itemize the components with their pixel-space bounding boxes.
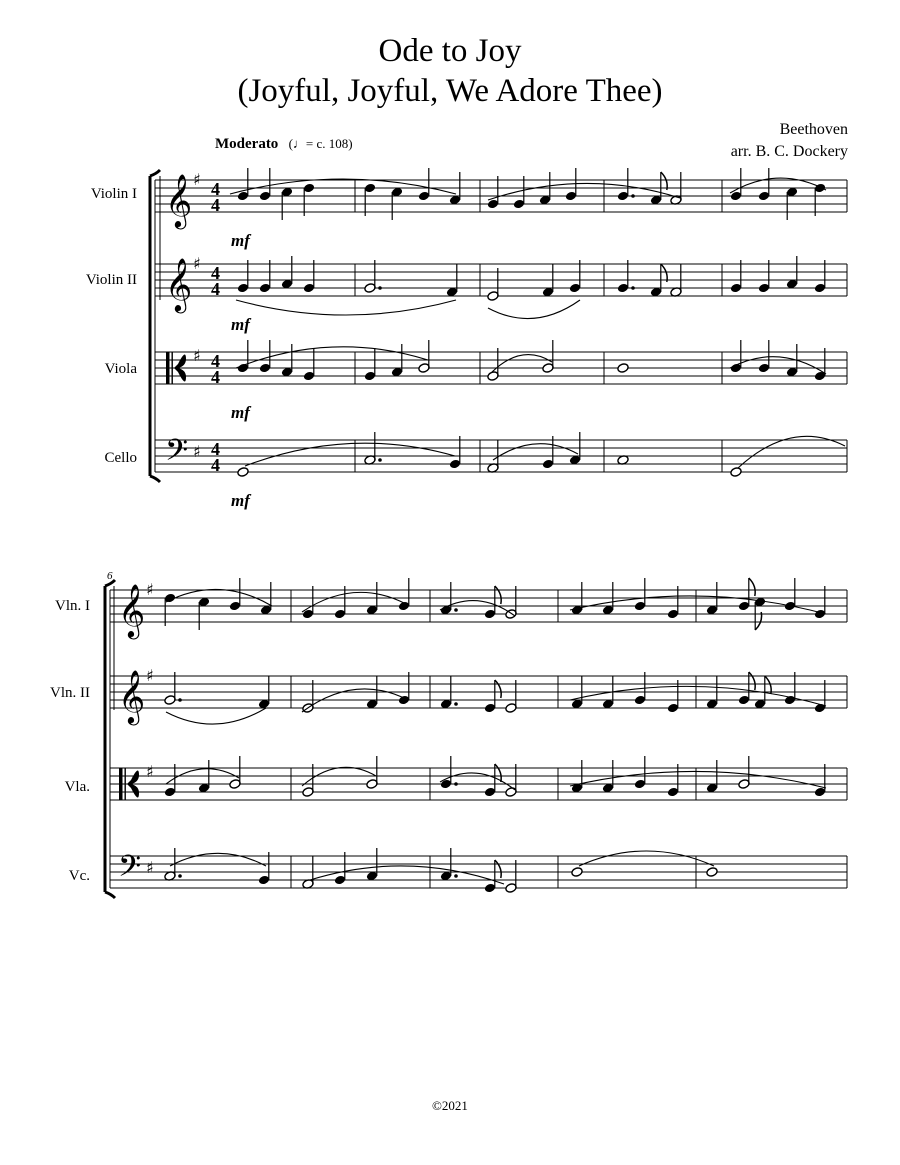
measure-number: 6 [107, 570, 113, 582]
bass-clef-icon: 𝄢 [118, 850, 142, 891]
time-signature-denominator: 4 [211, 279, 220, 299]
sharp-icon: ♯ [193, 254, 201, 273]
time-signature-numerator: 4 [211, 179, 220, 199]
note-dot [454, 782, 458, 786]
time-signature-numerator: 4 [211, 351, 220, 371]
instrument-label: Viola [104, 361, 137, 377]
instrument-label: Violin I [90, 186, 137, 202]
note-flag [749, 578, 755, 596]
slur [230, 179, 456, 194]
instrument-label: Vln. I [55, 598, 90, 614]
time-signature-numerator: 4 [211, 439, 220, 459]
bass-clef-icon: 𝄢 [165, 434, 189, 475]
sharp-icon: ♯ [193, 442, 201, 461]
note-flag [765, 676, 771, 694]
note-flag [495, 680, 501, 698]
treble-clef-icon: 𝄞 [165, 257, 193, 311]
title-line-2: (Joyful, Joyful, We Adore Thee) [237, 73, 663, 109]
note-flag [661, 264, 667, 282]
composer-name: Beethoven [779, 121, 848, 138]
note-dot [178, 874, 182, 878]
note-flag [495, 860, 501, 878]
note-flag [749, 672, 755, 690]
note-dot [378, 458, 382, 462]
slur [493, 444, 578, 460]
instrument-label: Vln. II [50, 685, 90, 701]
metronome-value: = c. 108 [305, 136, 349, 151]
slur [730, 357, 826, 374]
arranger-name: arr. B. C. Dockery [730, 143, 848, 160]
tempo-marking: Moderato (♩= c. 108) [215, 136, 353, 152]
dynamic-mf: mf [231, 403, 250, 422]
notehead [571, 867, 583, 878]
time-signature-denominator: 4 [211, 367, 220, 387]
note-flag [661, 172, 667, 190]
treble-clef-icon: 𝄞 [118, 669, 146, 723]
note-dot [378, 286, 382, 290]
slur [236, 300, 456, 315]
slur [245, 443, 455, 466]
notehead [730, 467, 742, 478]
sharp-icon: ♯ [146, 762, 154, 781]
slur [488, 183, 680, 200]
treble-clef-icon: 𝄞 [165, 173, 193, 227]
slur [738, 436, 845, 468]
metronome-note-icon: ♩ [292, 136, 306, 151]
sharp-icon: ♯ [146, 580, 154, 599]
sharp-icon: ♯ [193, 346, 201, 365]
sharp-icon: ♯ [146, 666, 154, 685]
dynamic-mf: mf [231, 491, 250, 510]
notehead [617, 363, 629, 374]
notehead [237, 467, 249, 478]
instrument-label: Violin II [85, 272, 137, 288]
note-flag [495, 586, 501, 604]
time-signature-numerator: 4 [211, 263, 220, 283]
slur [488, 300, 580, 319]
sharp-icon: ♯ [146, 858, 154, 877]
instrument-label: Vc. [68, 868, 90, 884]
treble-clef-icon: 𝄞 [118, 583, 146, 637]
tempo-text: Moderato [215, 136, 279, 152]
notehead [706, 867, 718, 878]
dynamic-mf: mf [231, 231, 250, 250]
system-2 [50, 570, 847, 898]
slur [166, 708, 266, 724]
time-signature-denominator: 4 [211, 195, 220, 215]
copyright-notice: ©2021 [432, 1098, 468, 1113]
slur [302, 592, 406, 612]
note-dot [178, 698, 182, 702]
sharp-icon: ♯ [193, 170, 201, 189]
title-line-1: Ode to Joy [378, 33, 522, 69]
note-dot [454, 702, 458, 706]
note-dot [454, 608, 458, 612]
system-1 [86, 168, 847, 510]
note-dot [631, 194, 635, 198]
instrument-label: Vla. [64, 779, 90, 795]
note-dot [454, 874, 458, 878]
instrument-label: Cello [104, 450, 137, 466]
dynamic-mf: mf [231, 315, 250, 334]
note-dot [631, 286, 635, 290]
time-signature-denominator: 4 [211, 455, 220, 475]
note-flag [755, 612, 761, 630]
